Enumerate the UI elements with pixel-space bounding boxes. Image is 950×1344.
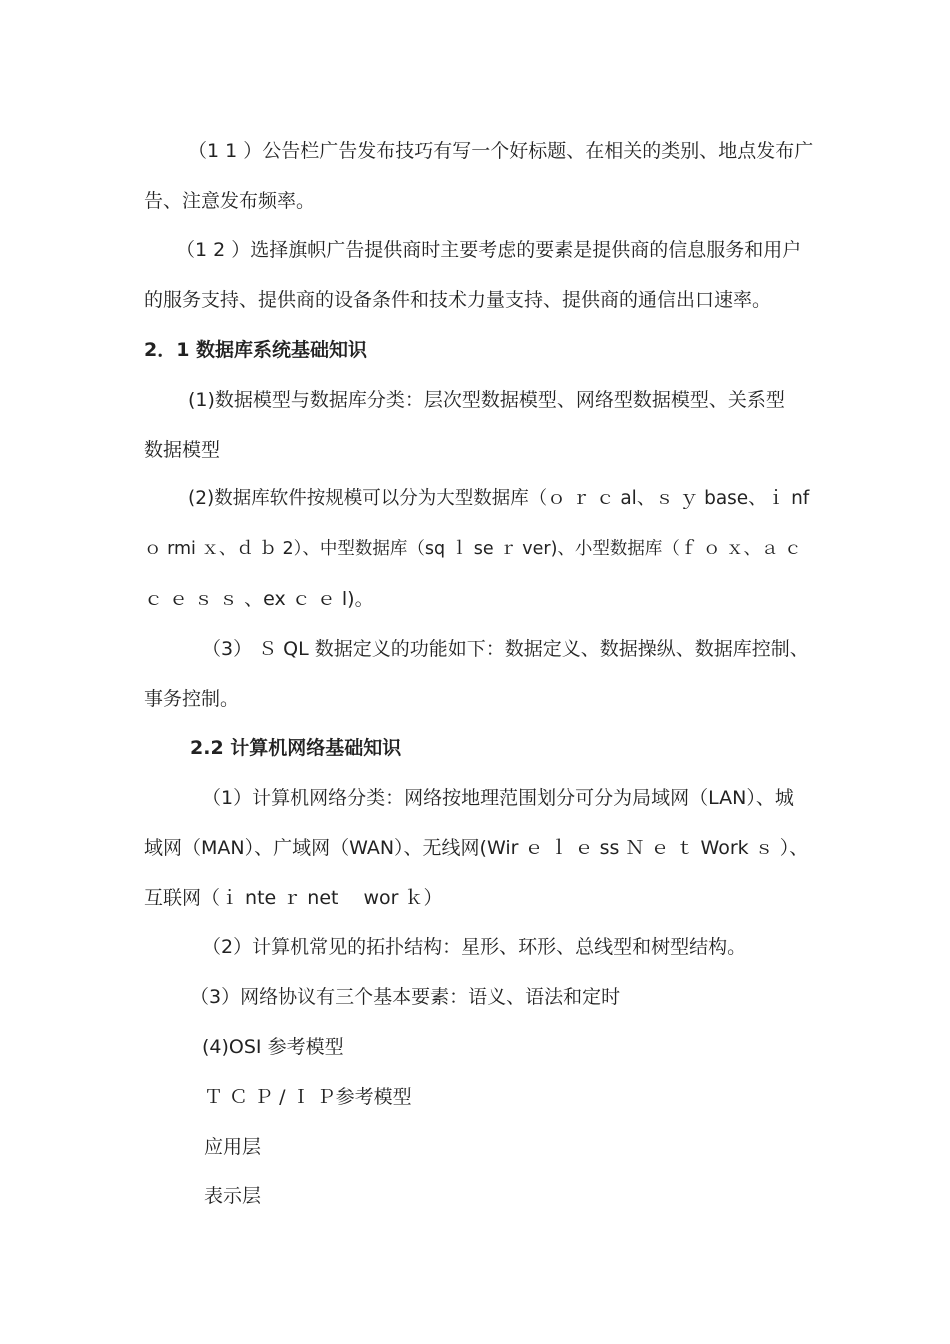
- network-item-1-line-3: 互联网（ｉ nte ｒ net wor ｋ）: [144, 887, 443, 909]
- item-3-line-1: （3） Ｓ QL 数据定义的功能如下：数据定义、数据操纵、数据库控制、: [202, 638, 809, 660]
- section-heading-2-2: 2.2 计算机网络基础知识: [190, 737, 402, 759]
- item-1-line-1: (1)数据模型与数据库分类：层次型数据模型、网络型数据模型、关系型: [188, 389, 785, 411]
- item-2-line-3: ｃ ｅ ｓ ｓ 、ex ｃ ｅ l)。: [144, 588, 374, 610]
- paragraph-11-line-1: （1 1 ）公告栏广告发布技巧有写一个好标题、在相关的类别、地点发布广: [188, 140, 814, 162]
- tcpip-model-heading: Ｔ Ｃ Ｐ / Ｉ Ｐ参考模型: [204, 1086, 412, 1108]
- network-item-4: (4)OSI 参考模型: [202, 1036, 344, 1058]
- item-2-line-1: (2)数据库软件按规模可以分为大型数据库（ｏ ｒ ｃ al、ｓ ｙ base、ｉ nf: [188, 488, 810, 509]
- application-layer: 应用层: [204, 1136, 262, 1158]
- paragraph-12-line-2: 的服务支持、提供商的设备条件和技术力量支持、提供商的通信出口速率。: [144, 289, 772, 311]
- item-1-line-2: 数据模型: [144, 439, 221, 461]
- presentation-layer: 表示层: [204, 1185, 262, 1207]
- network-item-3: （3）网络协议有三个基本要素：语义、语法和定时: [190, 986, 621, 1008]
- paragraph-12-line-1: （1 2 ）选择旗帜广告提供商时主要考虑的要素是提供商的信息服务和用户: [176, 239, 802, 261]
- network-item-2: （2）计算机常见的拓扑结构：星形、环形、总线型和树型结构。: [202, 936, 747, 958]
- network-item-1-line-1: （1）计算机网络分类：网络按地理范围划分可分为局域网（LAN）、城: [202, 787, 794, 809]
- network-item-1-line-2: 域网（MAN）、广域网（WAN）、无线网(Wir ｅ ｌ ｅ ss Ｎ ｅ ｔ Work ｓ ）、: [144, 837, 809, 859]
- section-heading-2-1: 2．1 数据库系统基础知识: [144, 339, 368, 361]
- item-3-line-2: 事务控制。: [144, 688, 240, 710]
- item-2-line-2: ｏ rmi ｘ、ｄ ｂ 2）、中型数据库（sq ｌ se ｒ ver)、小型数据库（ｆ ｏ ｘ、ａ ｃ: [144, 539, 802, 559]
- paragraph-11-line-2: 告、注意发布频率。: [144, 190, 316, 212]
